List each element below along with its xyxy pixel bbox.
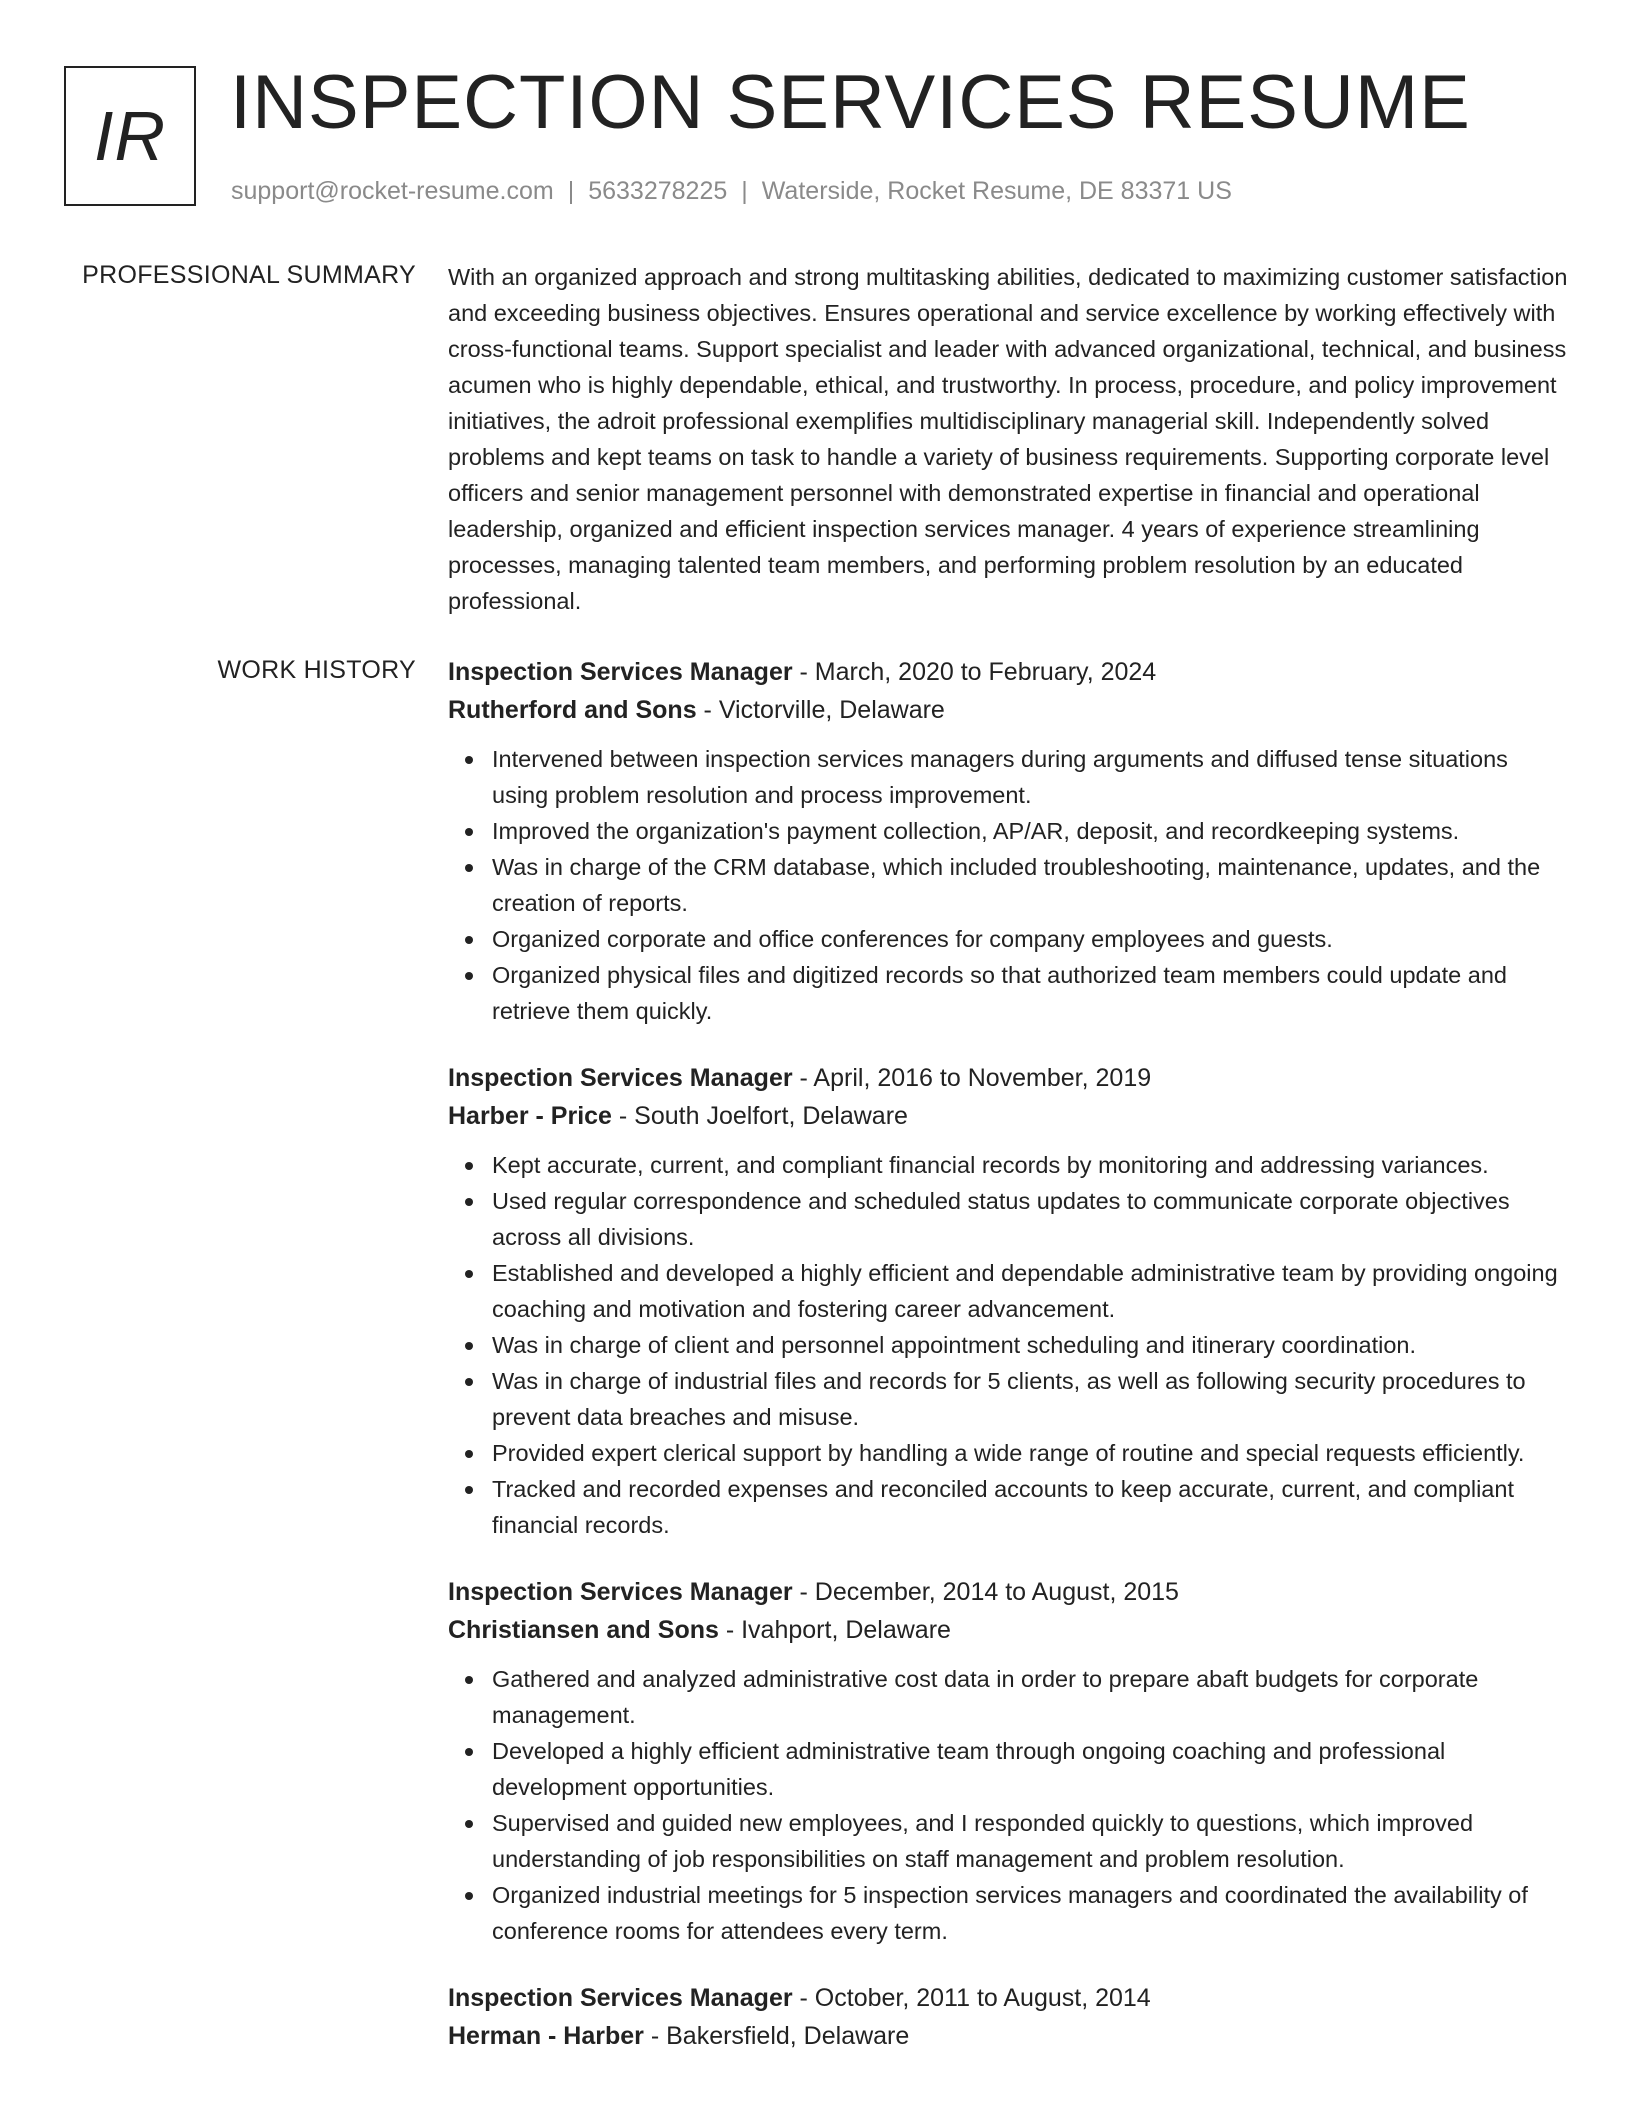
- job-company-line: [448, 1097, 1568, 1135]
- contact-address: Waterside, Rocket Resume, DE 83371 US: [761, 177, 1232, 205]
- job-title: Inspection Services Manager: [448, 658, 793, 686]
- job-company: Christiansen and Sons: [448, 1616, 719, 1644]
- job-title-line: [448, 653, 1568, 691]
- job-location: - Bakersfield, Delaware: [643, 2022, 910, 2050]
- job-bullet: Gathered and analyzed administrative cost data in order to prepare abaft budgets for corporate management.: [492, 1661, 1568, 1733]
- job-entry: [448, 1059, 1568, 1543]
- job-company: Rutherford and Sons: [448, 696, 697, 724]
- contact-separator: |: [567, 177, 575, 205]
- job-bullet: Provided expert clerical support by handling a wide range of routine and special requests efficiently.: [492, 1435, 1568, 1471]
- job-location: - Ivahport, Delaware: [718, 1616, 951, 1644]
- contact-separator: |: [741, 177, 748, 205]
- job-company: Harber - Price: [448, 1102, 612, 1130]
- monogram-badge: [64, 66, 196, 206]
- job-bullet: Tracked and recorded expenses and reconciled accounts to keep accurate, current, and compliant financial records.: [492, 1471, 1568, 1543]
- resume-title: INSPECTION SERVICES RESUME: [230, 60, 1471, 145]
- job-bullet: Supervised and guided new employees, and I responded quickly to questions, which improved understanding of job responsibilities on staff management and problem resolution.: [492, 1805, 1568, 1877]
- job-entry: [448, 1979, 1568, 2055]
- job-title-line: [448, 1059, 1568, 1097]
- job-bullet: Established and developed a highly efficient and dependable administrative team by providing ongoing coaching and motivation and fostering career advancement.: [492, 1255, 1568, 1327]
- summary-text: With an organized approach and strong multitasking abilities, dedicated to maximizing customer satisfaction and exceeding business objectives. Ensures operational and service excellence by working effectively with cross-functional teams. Support specialist and leader with advanced organizational, technical, and business acumen who is highly dependable, ethical, and trustworthy. In process, procedure, and policy improvement initiatives, the adroit professional exemplifies multidisciplinary managerial skill. Independently solved problems and kept teams on task to handle a variety of business requirements. Supporting corporate level officers and senior management personnel with demonstrated expertise in financial and operational leadership, organized and efficient inspection services manager. 4 years of experience streamlining processes, managing talented team members, and performing problem resolution by an educated professional.: [448, 264, 1568, 614]
- job-title-line: [448, 1573, 1568, 1611]
- monogram-initials: IR: [94, 97, 166, 175]
- job-bullet-list: [448, 741, 1568, 1029]
- job-bullet: Organized physical files and digitized records so that authorized team members could update and retrieve them quickly.: [492, 957, 1568, 1029]
- job-bullet: Organized corporate and office conferences for company employees and guests.: [492, 921, 1568, 957]
- job-entry: [448, 653, 1568, 1029]
- job-bullet: Improved the organization's payment collection, AP/AR, deposit, and recordkeeping systems.: [492, 813, 1568, 849]
- summary-heading: PROFESSIONAL SUMMARY: [82, 261, 416, 289]
- job-title-line: [448, 1979, 1568, 2017]
- job-company: Herman - Harber: [448, 2022, 644, 2050]
- job-title: Inspection Services Manager: [448, 1984, 793, 2012]
- job-bullet: Was in charge of client and personnel appointment scheduling and itinerary coordination.: [492, 1327, 1568, 1363]
- job-location: - South Joelfort, Delaware: [611, 1102, 908, 1130]
- job-bullet: Used regular correspondence and scheduled status updates to communicate corporate objectives across all divisions.: [492, 1183, 1568, 1255]
- job-company-line: [448, 691, 1568, 729]
- job-bullet: Was in charge of industrial files and records for 5 clients, as well as following security procedures to prevent data breaches and misuse.: [492, 1363, 1568, 1435]
- contact-phone: 5633278225: [588, 177, 728, 205]
- work-history-list: [448, 653, 1568, 2085]
- job-bullet-list: [448, 1661, 1568, 1949]
- job-dates: - October, 2011 to August, 2014: [792, 1984, 1151, 2012]
- job-dates: - April, 2016 to November, 2019: [792, 1064, 1152, 1092]
- job-bullet: Developed a highly efficient administrative team through ongoing coaching and professional development opportunities.: [492, 1733, 1568, 1805]
- job-title: Inspection Services Manager: [448, 1064, 793, 1092]
- job-location: - Victorville, Delaware: [696, 696, 945, 724]
- job-company-line: [448, 2017, 1568, 2055]
- job-company-line: [448, 1611, 1568, 1649]
- job-bullet: Kept accurate, current, and compliant financial records by monitoring and addressing variances.: [492, 1147, 1568, 1183]
- summary-body: [448, 259, 1568, 619]
- job-title: Inspection Services Manager: [448, 1578, 793, 1606]
- work-history-heading: WORK HISTORY: [217, 656, 416, 684]
- contact-email: support@rocket-resume.com: [231, 177, 554, 205]
- job-dates: - December, 2014 to August, 2015: [792, 1578, 1179, 1606]
- job-bullet: Organized industrial meetings for 5 inspection services managers and coordinated the availability of conference rooms for attendees every term.: [492, 1877, 1568, 1949]
- job-bullet: Was in charge of the CRM database, which included troubleshooting, maintenance, updates, and the creation of reports.: [492, 849, 1568, 921]
- job-entry: [448, 1573, 1568, 1949]
- job-bullet-list: [448, 1147, 1568, 1543]
- contact-line: [231, 174, 1232, 208]
- job-dates: - March, 2020 to February, 2024: [792, 658, 1157, 686]
- job-bullet: Intervened between inspection services managers during arguments and diffused tense situations using problem resolution and process improvement.: [492, 741, 1568, 813]
